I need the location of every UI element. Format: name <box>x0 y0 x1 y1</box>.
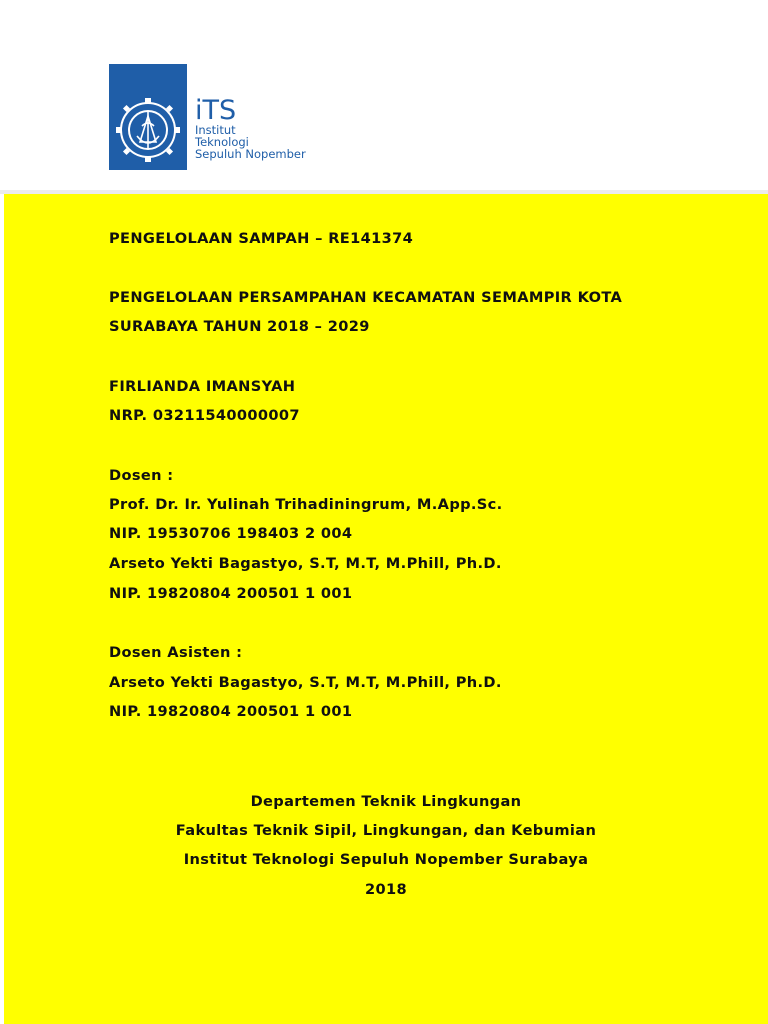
assistant-nip: NIP. 19820804 200501 1 001 <box>109 703 353 720</box>
course-code: PENGELOLAAN SAMPAH – RE141374 <box>109 230 414 247</box>
its-abbreviation: iTS <box>195 95 237 126</box>
its-name-line1: Institut <box>195 123 236 137</box>
cover-panel <box>4 194 768 1024</box>
assistant-heading: Dosen Asisten : <box>109 644 243 661</box>
report-title-line2: SURABAYA TAHUN 2018 – 2029 <box>109 318 370 335</box>
page-header <box>0 0 768 190</box>
its-emblem-icon <box>109 64 187 170</box>
report-title-line1: PENGELOLAAN PERSAMPAHAN KECAMATAN SEMAMPIR KOTA <box>109 289 623 306</box>
lecturer-heading: Dosen : <box>109 467 174 484</box>
author-name: FIRLIANDA IMANSYAH <box>109 378 296 395</box>
its-name-line3: Sepuluh Nopember <box>195 147 306 161</box>
lecturer2-nip: NIP. 19820804 200501 1 001 <box>109 585 353 602</box>
assistant-name: Arseto Yekti Bagastyo, S.T, M.T, M.Phill, Ph.D. <box>109 674 502 691</box>
its-name-line2: Teknologi <box>195 135 249 149</box>
report-year: 2018 <box>364 881 408 898</box>
lecturer2-name: Arseto Yekti Bagastyo, S.T, M.T, M.Phill, Ph.D. <box>109 555 502 572</box>
author-nrp: NRP. 03211540000007 <box>109 407 300 424</box>
faculty-name: Fakultas Teknik Sipil, Lingkungan, dan Kebumian <box>175 822 597 839</box>
its-emblem-graphic <box>109 64 187 170</box>
department-name: Departemen Teknik Lingkungan <box>250 793 522 810</box>
institute-name: Institut Teknologi Sepuluh Nopember Surabaya <box>183 851 589 868</box>
lecturer1-name: Prof. Dr. Ir. Yulinah Trihadiningrum, M.App.Sc. <box>109 496 503 513</box>
its-wordmark <box>195 95 319 161</box>
its-logo <box>109 64 319 170</box>
lecturer1-nip: NIP. 19530706 198403 2 004 <box>109 525 353 542</box>
